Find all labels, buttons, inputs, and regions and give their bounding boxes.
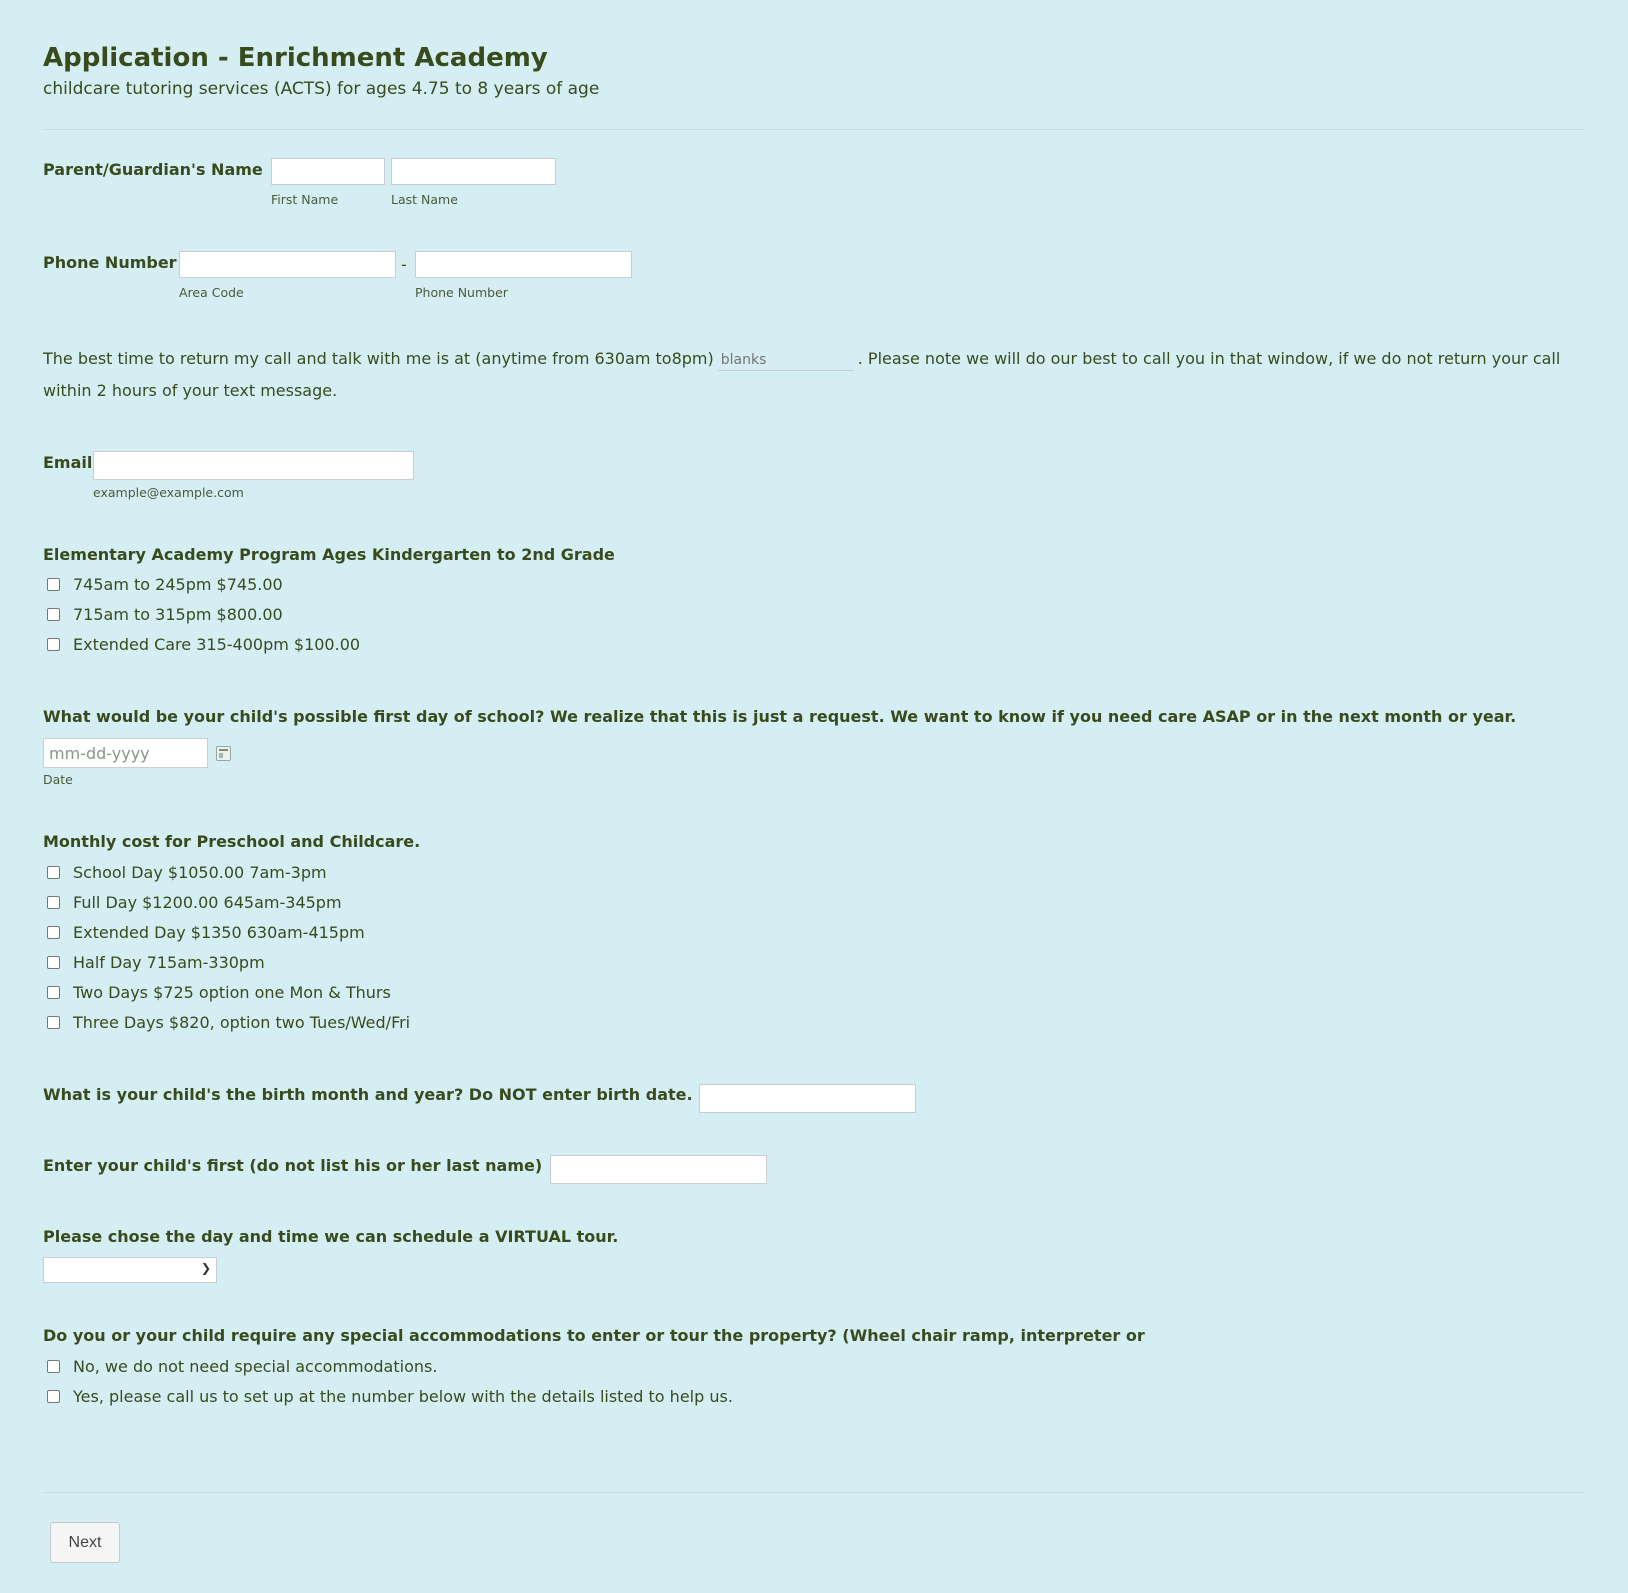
accommodations-option[interactable] (47, 1355, 437, 1377)
header-divider (43, 129, 1585, 130)
virtual-tour-label: Please chose the day and time we can schedule a VIRTUAL tour. (43, 1227, 619, 1246)
elementary-option[interactable] (47, 573, 283, 595)
option-label: Half Day 715am-330pm (73, 952, 265, 972)
best-time-input[interactable] (718, 351, 854, 371)
checkbox[interactable] (47, 866, 60, 879)
option-label: Two Days $725 option one Mon & Thurs (73, 982, 391, 1002)
checkbox[interactable] (47, 1016, 60, 1029)
checkbox[interactable] (47, 1360, 60, 1373)
phone-number-input[interactable] (415, 251, 632, 278)
monthly-option[interactable] (47, 951, 265, 973)
email-sublabel: example@example.com (93, 485, 244, 500)
monthly-option[interactable] (47, 921, 365, 943)
checkbox[interactable] (47, 1390, 60, 1403)
option-label: 715am to 315pm $800.00 (73, 604, 283, 624)
checkbox[interactable] (47, 578, 60, 591)
monthly-option[interactable] (47, 981, 391, 1003)
chevron-down-icon: ❯ (200, 1261, 211, 1275)
birth-month-label: What is your child's the birth month and year? Do NOT enter birth date. (43, 1085, 693, 1104)
elementary-label: Elementary Academy Program Ages Kindergarten to 2nd Grade (43, 545, 615, 564)
option-label: Yes, please call us to set up at the number below with the details listed to help us. (73, 1386, 733, 1406)
virtual-tour-select[interactable] (43, 1257, 217, 1283)
first-name-sublabel: First Name (271, 192, 339, 207)
accommodations-label: Do you or your child require any special accommodations to enter or tour the property? (Wheel chair ramp, interpreter or (43, 1326, 1145, 1345)
elementary-option[interactable] (47, 633, 360, 655)
checkbox[interactable] (47, 926, 60, 939)
checkbox[interactable] (47, 956, 60, 969)
option-label: Extended Day $1350 630am-415pm (73, 922, 365, 942)
first-day-label: What would be your child's possible first day of school? We realize that this is just a request. We want to know if you need care ASAP or in the next month or year. (43, 707, 1517, 726)
birth-month-input[interactable] (699, 1084, 916, 1113)
best-time-paragraph (43, 343, 1583, 407)
checkbox[interactable] (47, 896, 60, 909)
first-day-date-input[interactable]: mm-dd-yyyy (43, 738, 208, 768)
option-label: 745am to 245pm $745.00 (73, 574, 283, 594)
phone-label: Phone Number (43, 253, 177, 272)
child-first-name-label: Enter your child's first (do not list his or her last name) (43, 1156, 543, 1175)
date-sublabel: Date (43, 772, 73, 787)
checkbox[interactable] (47, 986, 60, 999)
area-code-input[interactable] (179, 251, 396, 278)
area-code-sublabel: Area Code (179, 285, 244, 300)
checkbox[interactable] (47, 638, 60, 651)
monthly-option[interactable] (47, 891, 342, 913)
elementary-option[interactable] (47, 603, 283, 625)
accommodations-option[interactable] (47, 1385, 733, 1407)
email-input[interactable] (93, 451, 414, 480)
email-label: Email (43, 453, 93, 472)
parent-first-name-input[interactable] (271, 158, 385, 185)
phone-separator: - (401, 255, 407, 274)
option-label: Extended Care 315-400pm $100.00 (73, 634, 361, 654)
form-subtitle: childcare tutoring services (ACTS) for ages 4.75 to 8 years of age (43, 79, 600, 99)
calendar-icon[interactable] (216, 746, 231, 761)
checkbox[interactable] (47, 608, 60, 621)
best-time-text-before: The best time to return my call and talk with me is at (anytime from 630am to8pm) (43, 349, 714, 368)
option-label: Full Day $1200.00 645am-345pm (73, 892, 342, 912)
footer-divider (43, 1492, 1585, 1493)
option-label: No, we do not need special accommodations. (73, 1356, 438, 1376)
monthly-cost-label: Monthly cost for Preschool and Childcare. (43, 832, 421, 851)
option-label: Three Days $820, option two Tues/Wed/Fri (73, 1012, 411, 1032)
child-first-name-input[interactable] (550, 1155, 767, 1184)
phone-number-sublabel: Phone Number (415, 285, 508, 300)
monthly-option[interactable] (47, 861, 327, 883)
parent-name-label: Parent/Guardian's Name (43, 160, 263, 179)
best-time-text-after: . Please note we will do our best to call you in that window, if we do not return your call within 2 hours of your text message. (43, 349, 1561, 400)
parent-last-name-input[interactable] (391, 158, 556, 185)
monthly-option[interactable] (47, 1011, 410, 1033)
option-label: School Day $1050.00 7am-3pm (73, 862, 327, 882)
next-button[interactable]: Next (50, 1522, 120, 1563)
form-title: Application - Enrichment Academy (43, 43, 548, 73)
last-name-sublabel: Last Name (391, 192, 458, 207)
